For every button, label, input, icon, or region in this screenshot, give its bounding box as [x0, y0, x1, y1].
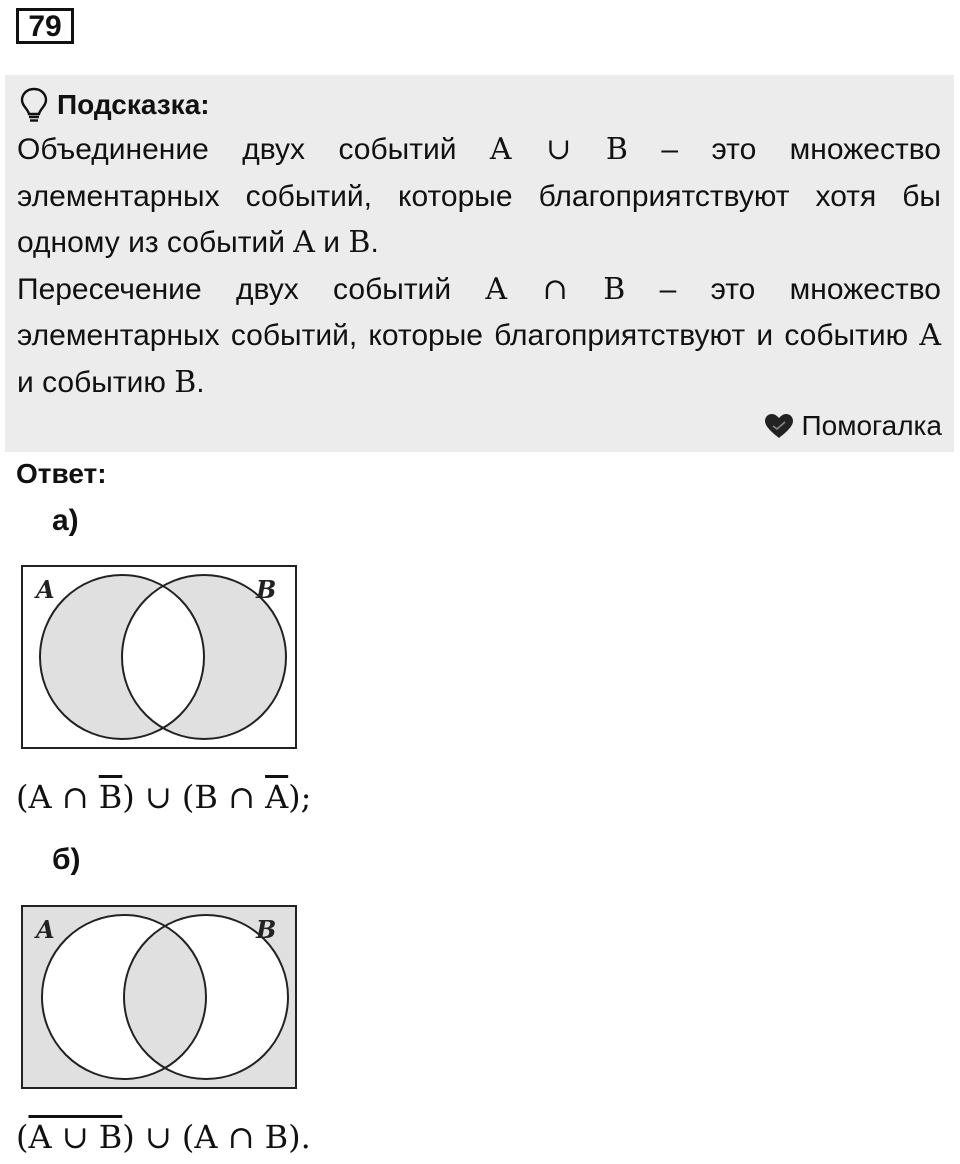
- intersection-text-2: – это множество элементарных событий, которые благоприятствуют и событию: [17, 272, 941, 352]
- formula-a-not-b: $\overline{B}$: [98, 778, 123, 816]
- formula-a-part-1: (A ∩: [16, 778, 99, 816]
- hint-paragraph-union: [17, 127, 941, 267]
- formula-a-part-3: );: [288, 778, 312, 816]
- hint-title: Подсказка:: [57, 89, 210, 120]
- intersection-event-b: B: [174, 364, 197, 400]
- venn-b-label-a: A: [36, 915, 55, 944]
- formula-b: [16, 1118, 311, 1156]
- brand-name: Помогалка: [801, 410, 942, 441]
- hint-text: [17, 127, 941, 406]
- venn-diagram-b: [18, 900, 300, 1094]
- union-text-4: .: [370, 226, 379, 259]
- intersection-text-3: и событию: [17, 365, 175, 399]
- union-event-b: B: [348, 225, 371, 260]
- hint-header: [19, 87, 210, 123]
- venn-a-label-b: B: [256, 575, 277, 604]
- union-event-a: A: [293, 225, 315, 260]
- answer-label: Ответ:: [16, 458, 107, 489]
- formula-b-part-1: (: [16, 1118, 29, 1156]
- part-b-label: б): [52, 843, 81, 876]
- union-formula: A ∪ B: [489, 132, 628, 167]
- venn-diagram-a: [18, 560, 300, 754]
- formula-b-not-union: A ∪ B: [28, 1118, 123, 1156]
- venn-b-label-b: B: [256, 915, 277, 944]
- formula-a-part-2: ) ∪ (B ∩: [122, 778, 266, 816]
- venn-a-label-a: A: [36, 575, 55, 604]
- heart-icon: [764, 413, 794, 439]
- task-number: 79: [16, 8, 74, 44]
- hint-box: [5, 75, 954, 452]
- union-text-1: Объединение двух событий: [17, 133, 490, 166]
- formula-a-not-a: $\overline{A}$: [265, 778, 289, 816]
- union-text-3: и: [314, 226, 349, 259]
- lightbulb-icon: [19, 87, 49, 123]
- formula-a: [16, 778, 311, 816]
- intersection-text-1: Пересечение двух событий: [17, 272, 486, 306]
- brand: [764, 406, 942, 446]
- formula-b-part-2: ) ∪ (A ∩ B).: [122, 1118, 311, 1156]
- intersection-text-4: .: [196, 365, 205, 399]
- hint-paragraph-intersection: [17, 267, 941, 407]
- intersection-event-a: A: [919, 318, 941, 353]
- union-text-2: – это множество элементарных событий, которые благоприятствуют хотя бы одному из событий: [17, 133, 941, 259]
- part-a-label: а): [52, 504, 79, 537]
- intersection-formula: A ∩ B: [485, 271, 626, 307]
